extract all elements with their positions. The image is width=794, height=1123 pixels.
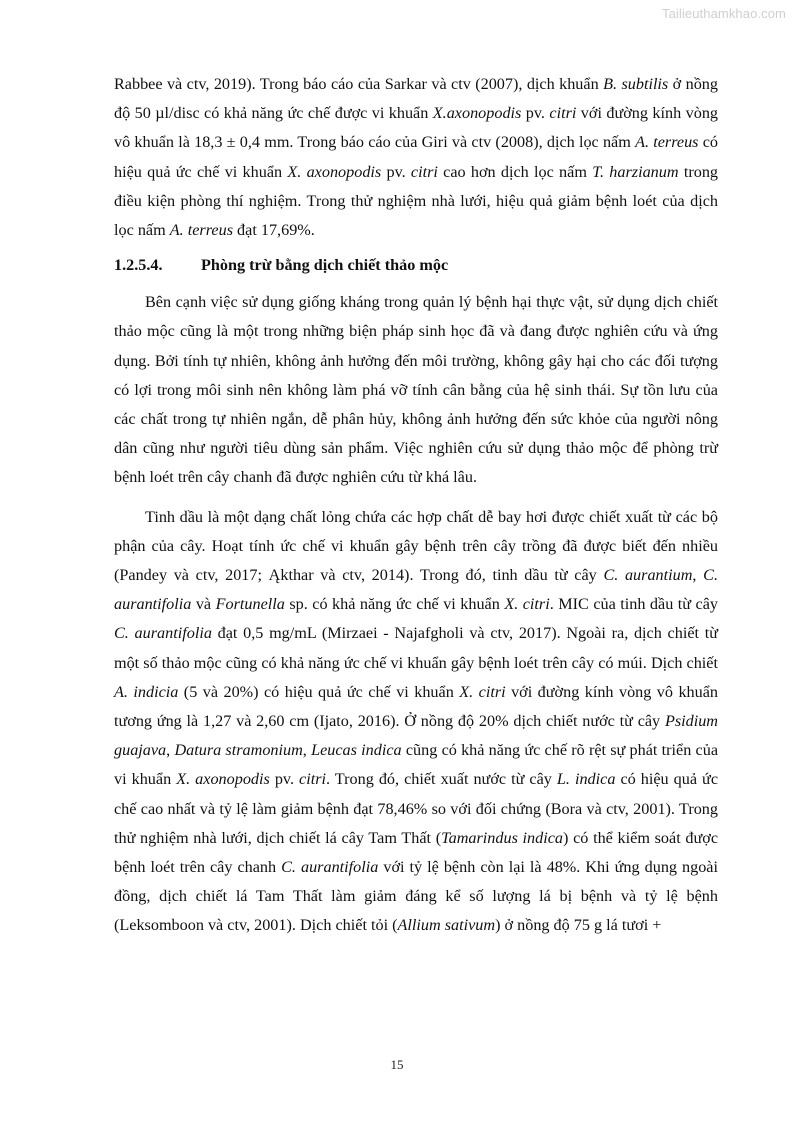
text-run: đạt 17,69%.: [233, 221, 315, 240]
italic-term: A. indicia: [114, 682, 179, 701]
text-run: ở nồng độ 50 µl/disc có khả năng ức chế được vi khuẩn: [114, 75, 718, 123]
section-title: Phòng trừ bằng dịch chiết thảo mộc: [201, 256, 449, 275]
paragraph-3: [114, 503, 718, 941]
text-run: với tỷ lệ bệnh còn lại là 48%. Khi ứng dụng ngoài đồng, dịch chiết lá Tam Thất làm giảm đáng kể số lượng lá bị bệnh và tỷ lệ bệnh (Leksomboon và ctv, 2001). Dịch chiết tỏi (: [114, 858, 718, 935]
italic-term: Allium sativum: [397, 916, 496, 935]
text-run: Rabbee và ctv, 2019). Trong báo cáo của Sarkar và ctv (2007), dịch khuẩn: [114, 75, 604, 93]
paragraph-2: [114, 288, 718, 492]
text-run: . MIC của tinh dầu từ cây: [549, 595, 718, 614]
italic-term: L. indica: [556, 770, 616, 789]
text-run: pv.: [381, 162, 411, 181]
italic-term: X. axonopodis: [176, 770, 270, 789]
text-run: cũng có khả năng ức chế rõ rệt sự phát triển của vi khuẩn: [114, 741, 719, 789]
text-run: pv.: [269, 770, 300, 789]
italic-term: A. terreus: [169, 221, 233, 240]
italic-term: citri: [299, 770, 327, 789]
text-run: có hiệu quả ức chế cao nhất và tỷ lệ làm giảm bệnh đạt 78,46% so với đối chứng (Bora và ctv, 2001). Trong thử nghiệm nhà lưới, dịch chiết lá cây Tam Thất (: [114, 770, 719, 847]
italic-term: citri: [410, 162, 438, 181]
text-run: ,: [302, 741, 312, 760]
text-run: ) ở nồng độ 75 g lá tươi +: [495, 916, 662, 935]
page-number: 15: [390, 1057, 404, 1072]
italic-term: C. aurantium: [603, 566, 693, 585]
italic-term: B. subtilis: [603, 75, 669, 93]
text-run: với đường kính vòng vô khuẩn tương ứng là 1,27 và 2,60 cm (Ijato, 2016). Ở nồng độ 20% dịch chiết nước từ cây: [114, 682, 719, 731]
italic-term: C. aurantifolia: [281, 858, 379, 877]
italic-term: Psidium guajava: [114, 712, 718, 760]
text-run: pv.: [521, 104, 550, 123]
document-page: [114, 70, 718, 941]
section-heading: [114, 251, 718, 280]
italic-term: citri: [549, 104, 577, 123]
paragraph-1: [114, 70, 718, 245]
italic-term: C. aurantifolia: [114, 566, 719, 614]
italic-term: A. terreus: [635, 133, 699, 152]
italic-term: Fortunella: [215, 595, 285, 614]
text-run: ) có thể kiểm soát được bệnh loét trên cây chanh: [114, 828, 719, 877]
text-run: ,: [166, 741, 175, 760]
section-number: 1.2.5.4.: [114, 256, 163, 275]
watermark-text: Tailieuthamkhao.com: [661, 6, 786, 21]
text-run: (5 và 20%) có hiệu quả ức chế vi khuẩn: [178, 682, 460, 701]
italic-term: Datura stramonium: [174, 741, 303, 760]
text-run: có hiệu quả ức chế vi khuẩn: [114, 133, 718, 181]
text-run: trong điều kiện phòng thí nghiệm. Trong thử nghiệm nhà lưới, hiệu quả giảm bệnh loét của dịch lọc nấm: [114, 162, 719, 240]
text-run: Tinh dầu là một dạng chất lỏng chứa các hợp chất dễ bay hơi được chiết xuất từ các bộ phận của cây. Hoạt tính ức chế vi khuẩn gây bệnh trên cây trồng đã được biết đến nhiều (Pandey và ctv, 2017; Ąkthar và ctv, 2014). Trong đó, tinh dầu từ cây: [114, 507, 718, 585]
text-run: . Trong đó, chiết xuất nước từ cây: [326, 770, 557, 789]
text-run: với đường kính vòng vô khuẩn là 18,3 ± 0,4 mm. Trong báo cáo của Giri và ctv (2008), dịch lọc nấm: [114, 104, 719, 152]
text-run: sp. có khả năng ức chế vi khuẩn: [284, 595, 505, 614]
italic-term: X. citri: [504, 595, 550, 614]
text-run: cao hơn dịch lọc nấm: [437, 162, 593, 181]
italic-term: Leucas indica: [311, 741, 402, 760]
italic-term: X. citri: [459, 682, 506, 701]
italic-term: Tamarindus indica: [441, 828, 564, 847]
italic-term: T. harzianum: [592, 162, 679, 181]
italic-term: X. axonopodis: [287, 162, 382, 181]
italic-term: X.axonopodis: [432, 104, 522, 123]
text-run: ,: [692, 566, 704, 585]
text-run: Bên cạnh việc sử dụng giống kháng trong quản lý bệnh hại thực vật, sử dụng dịch chiết thảo mộc cũng là một trong những biện pháp sinh học đã và đang được nghiên cứu và ứng dụng. Bởi tính tự nhiên, không ảnh hưởng đến môi trường, không gây hại cho các đối tượng có lợi trong môi sinh nên không làm phá vỡ tính cân bằng của hệ sinh thái. Sự tồn lưu của các chất trong tự nhiên ngắn, dễ phân hủy, không ảnh hưởng đến sức khỏe của người nông dân cũng như người tiêu dùng sản phẩm. Việc nghiên cứu sử dụng thảo mộc để phòng trừ bệnh loét trên cây chanh đã được nghiên cứu từ khá lâu.: [114, 293, 718, 487]
text-run: đạt 0,5 mg/mL (Mirzaei - Najafgholi và ctv, 2017). Ngoài ra, dịch chiết từ một số thảo mộc cũng có khả năng ức chế vi khuẩn gây bệnh loét trên cây có múi. Dịch chiết: [114, 624, 718, 672]
italic-term: C. aurantifolia: [114, 624, 212, 643]
text-run: và: [191, 595, 216, 614]
